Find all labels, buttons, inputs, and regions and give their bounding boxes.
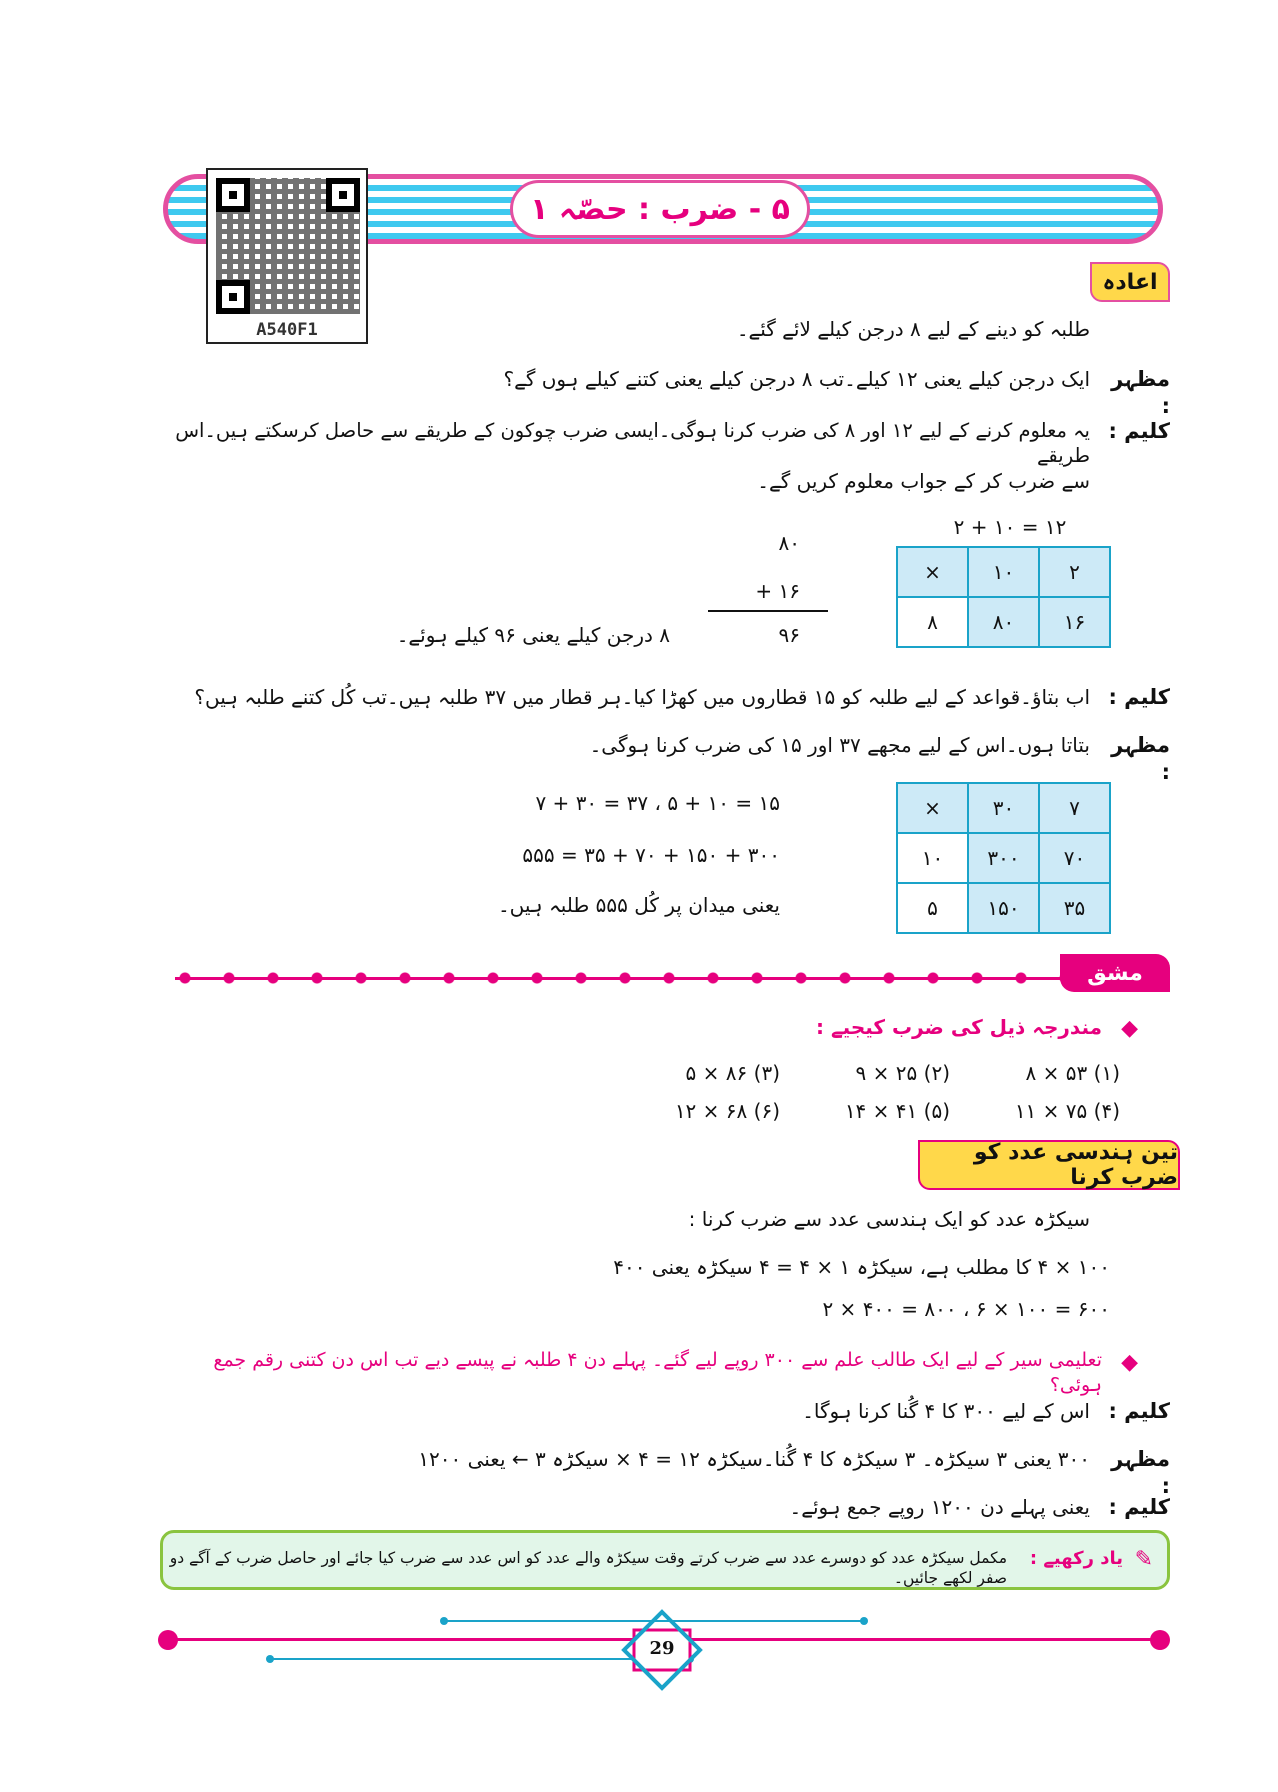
table-cell: ×: [897, 783, 968, 833]
speaker-label: مظہر :: [1111, 367, 1170, 419]
table-cell: ۲: [1039, 547, 1110, 597]
exercise-instruction: مندرجہ ذیل کی ضرب کیجیے :: [815, 1015, 1102, 1039]
three-digit-line: ۱۰۰ × ۴ کا مطلب ہے، سیکڑہ ۱ × ۴ = ۴ سیکڑہ یعنی ۴۰۰: [613, 1255, 1110, 1279]
section-label-exercise: مشق: [1060, 954, 1170, 992]
dialogue-line: یعنی پہلے دن ۱۲۰۰ روپے جمع ہوئے۔: [789, 1495, 1090, 1519]
dialogue-line: ایک درجن کیلے یعنی ۱۲ کیلے۔تب ۸ درجن کیلے یعنی کتنے کیلے ہوں گے؟: [503, 367, 1090, 391]
remember-label: یاد رکھیے :: [1029, 1548, 1123, 1569]
exercise-item: (۴) ۷۵ × ۱۱: [1014, 1099, 1120, 1123]
dialogue-line: بتاتا ہوں۔اس کے لیے مجھے ۳۷ اور ۱۵ کی ضرب کرنا ہوگی۔: [589, 733, 1090, 757]
page-title: ۵ - ضرب : حصّہ ۱: [510, 180, 810, 238]
footer-dot: [860, 1617, 868, 1625]
dialogue-line-continued: سے ضرب کر کے جواب معلوم کریں گے۔: [757, 469, 1090, 493]
section-label-three-digit: تین ہندسی عدد کو ضرب کرنا: [918, 1140, 1180, 1190]
remember-text: مکمل سیکڑہ عدد کو دوسرے عدد سے ضرب کرتے وقت سیکڑہ والے عدد کو اس عدد سے ضرب کیا جائے اور حاصل ضرب کے آگے دو صفر لکھے جائیں۔: [169, 1549, 1007, 1588]
exercise-item: (۵) ۴۱ × ۱۴: [844, 1099, 950, 1123]
speaker-label: کلیم :: [1108, 1495, 1170, 1519]
page-number-badge: [620, 1608, 704, 1692]
exercise-item: (۳) ۸۶ × ۵: [685, 1061, 780, 1085]
table-cell: ۳۰: [968, 783, 1039, 833]
exercise-item: (۱) ۵۳ × ۸: [1025, 1061, 1120, 1085]
bullet-icon: ◆: [1121, 1350, 1138, 1375]
split-expression: ۱۵ = ۱۰ + ۵ ، ۳۷ = ۳۰ + ۷: [535, 791, 780, 815]
remember-note: [160, 1530, 1170, 1590]
table-cell: ۸: [897, 597, 968, 647]
dialogue-line: ۳۰۰ یعنی ۳ سیکڑہ۔ ۳ سیکڑہ کا ۴ گُنا۔سیکڑہ ۱۲ = ۴ × سیکڑہ ۳ ← یعنی ۱۲۰۰: [418, 1447, 1090, 1471]
table-cell: ×: [897, 547, 968, 597]
speaker-label: مظہر :: [1111, 733, 1170, 785]
speaker-label: مظہر :: [1111, 1447, 1170, 1499]
page-number: 29: [649, 1638, 675, 1659]
table-cell: ۷: [1039, 783, 1110, 833]
pencil-icon: ✎: [1134, 1547, 1153, 1572]
vertical-sum-b: + ۱۶: [755, 579, 800, 603]
speaker-label: کلیم :: [1108, 685, 1170, 709]
qr-finder-icon: [216, 280, 250, 314]
table-cell: ۱۶: [1039, 597, 1110, 647]
bullet-icon: ◆: [1121, 1016, 1138, 1041]
table-cell: ۷۰: [1039, 833, 1110, 883]
vertical-sum-total: ۹۶: [778, 623, 800, 647]
grid-table-37x15: [896, 782, 1111, 934]
sum-rule: [708, 610, 828, 612]
grid-table-12x8: [896, 546, 1111, 648]
chain-divider: [175, 968, 1065, 988]
parade-result: یعنی میدان پر کُل ۵۵۵ طلبہ ہیں۔: [497, 893, 780, 917]
speaker-label: کلیم :: [1108, 419, 1170, 443]
table-cell: ۳۵: [1039, 883, 1110, 933]
split-expression: ۱۲ = ۱۰ + ۲: [953, 515, 1067, 539]
footer-dot: [266, 1655, 274, 1663]
dialogue-line: یہ معلوم کرنے کے لیے ۱۲ اور ۸ کی ضرب کرنا ہوگی۔ایسی ضرب چوکون کے طریقے سے حاصل کرسکتے ہیں۔اس طریقے: [175, 419, 1090, 468]
table-cell: ۵: [897, 883, 968, 933]
trip-question: تعلیمی سیر کے لیے ایک طالب علم سے ۳۰۰ روپے لیے گئے۔ پہلے دن ۴ طلبہ نے پیسے دیے تب اس دن کتنی رقم جمع ہوئی؟: [213, 1349, 1102, 1396]
dialogue-line: اب بتاؤ۔قواعد کے لیے طلبہ کو ۱۵ قطاروں میں کھڑا کیا۔ہر قطار میں ۳۷ طلبہ ہیں۔تب کُل کتنے طلبہ ہیں؟: [194, 685, 1090, 709]
three-digit-subtitle: سیکڑہ عدد کو ایک ہندسی عدد سے ضرب کرنا :: [688, 1207, 1090, 1231]
dialogue-line: اس کے لیے ۳۰۰ کا ۴ گُنا کرنا ہوگا۔: [802, 1399, 1090, 1423]
table-cell: ۱۵۰: [968, 883, 1039, 933]
table-cell: ۸۰: [968, 597, 1039, 647]
exercise-item: (۶) ۶۸ × ۱۲: [674, 1099, 780, 1123]
review-intro: طلبہ کو دینے کے لیے ۸ درجن کیلے لائے گئے۔: [736, 317, 1090, 341]
qr-finder-icon: [326, 178, 360, 212]
table-cell: ۳۰۰: [968, 833, 1039, 883]
review-result: ۸ درجن کیلے یعنی ۹۶ کیلے ہوئے۔: [396, 623, 670, 647]
table-cell: ۱۰: [968, 547, 1039, 597]
table-cell: ۱۰: [897, 833, 968, 883]
exercise-item: (۲) ۲۵ × ۹: [855, 1061, 950, 1085]
section-label-review: اعادہ: [1090, 262, 1170, 302]
qr-code-label: A540F1: [256, 320, 318, 340]
three-digit-line: ۶۰۰ = ۱۰۰ × ۶ ، ۸۰۰ = ۴۰۰ × ۲: [822, 1297, 1110, 1321]
sum-expression: ۳۰۰ + ۱۵۰ + ۷۰ + ۳۵ = ۵۵۵: [522, 843, 780, 867]
vertical-sum-a: ۸۰: [778, 531, 800, 555]
footer-dot: [440, 1617, 448, 1625]
qr-finder-icon: [216, 178, 250, 212]
speaker-label: کلیم :: [1108, 1399, 1170, 1423]
